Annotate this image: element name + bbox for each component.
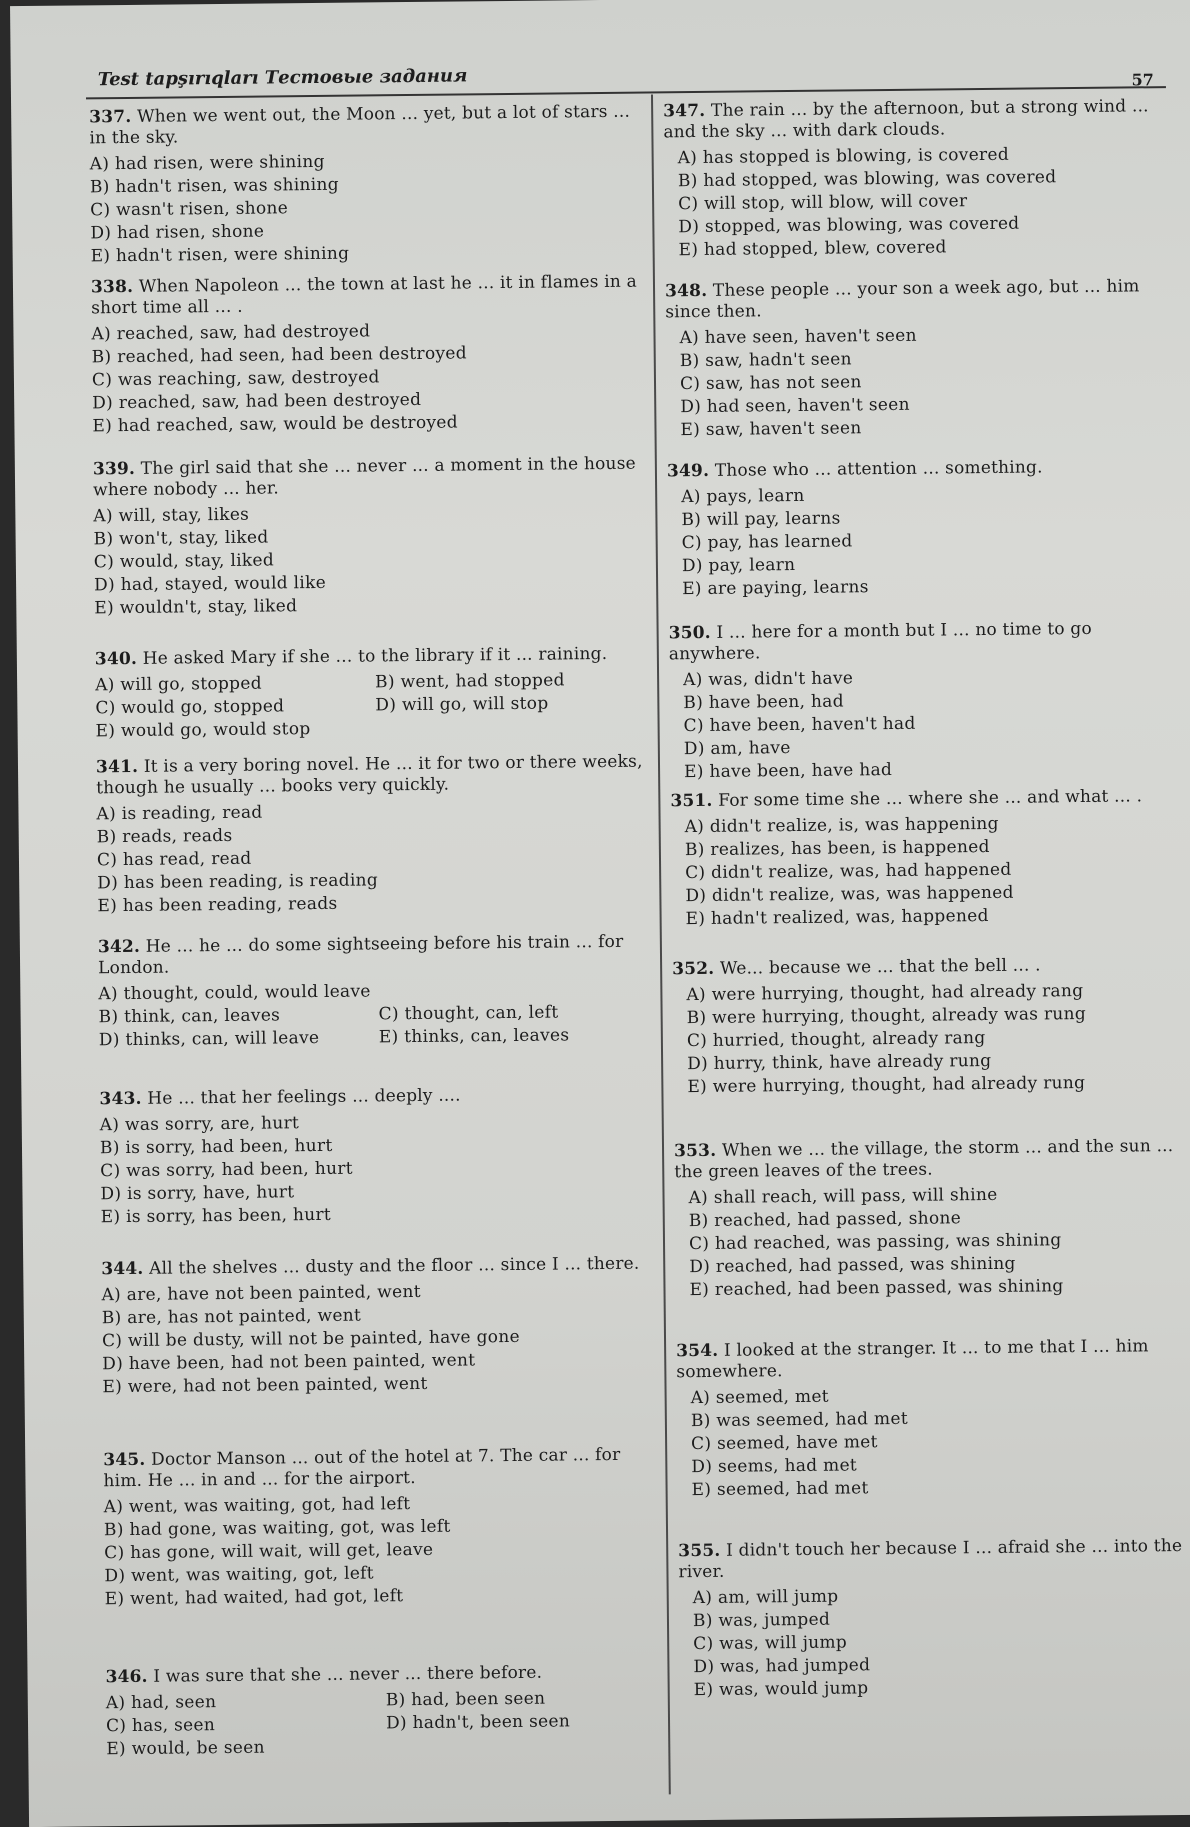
- option-e[interactable]: E) went, had waited, had got, left: [104, 1586, 404, 1610]
- option-b[interactable]: B) reads, reads: [96, 825, 233, 848]
- option-e[interactable]: E) wouldn't, stay, liked: [94, 596, 298, 619]
- question-stem: These people ... your son a week ago, but ... him since then.: [665, 276, 1140, 323]
- question-stem: He ... he ... do some sightseeing before his train ... for London.: [98, 931, 624, 979]
- option-e[interactable]: E) would go, would stop: [95, 719, 311, 742]
- option-e[interactable]: E) has been reading, reads: [97, 893, 338, 917]
- question-353: [674, 1136, 1190, 1302]
- option-c[interactable]: C) saw, has not seen: [679, 372, 862, 395]
- answer-options-grid: [99, 1001, 649, 1053]
- question-stem: I didn't touch her because I ... afraid she ... into the river.: [678, 1535, 1183, 1583]
- question-stem: It is a very boring novel. He ... it for two or there weeks, though he usually ... books very quickly.: [96, 751, 643, 799]
- option-a[interactable]: A) will go, stopped: [95, 673, 262, 696]
- answer-options: [667, 481, 1188, 601]
- question-stem: Those who ... attention ... something.: [714, 457, 1043, 481]
- question-stem: He asked Mary if she ... to the library if it ... raining.: [142, 643, 608, 669]
- question-number: 343.: [99, 1088, 142, 1110]
- option-b[interactable]: B) reached, had seen, had been destroyed: [91, 343, 467, 368]
- option-e[interactable]: E) was, would jump: [693, 1678, 869, 1701]
- option-c[interactable]: C) will stop, will blow, will cover: [678, 191, 968, 215]
- option-c[interactable]: C) thought, can, left: [378, 1002, 559, 1025]
- option-b[interactable]: B) was, jumped: [692, 1609, 831, 1632]
- answer-options: [100, 1109, 651, 1230]
- option-a[interactable]: A) were hurrying, thought, had already rang: [686, 980, 1084, 1006]
- option-a[interactable]: A) had, seen: [105, 1692, 217, 1714]
- section-title: Test tapşırıqları Тестовые задания: [97, 65, 468, 91]
- question-351: [670, 786, 1190, 931]
- option-c[interactable]: C) have been, haven't had: [683, 713, 916, 737]
- option-e[interactable]: E) thinks, can, leaves: [378, 1025, 570, 1048]
- option-d[interactable]: D) stopped, was blowing, was covered: [678, 213, 1020, 238]
- option-c[interactable]: C) would go, stopped: [95, 696, 285, 719]
- answer-options: [664, 142, 1185, 262]
- option-b[interactable]: B) saw, hadn't seen: [679, 349, 852, 372]
- option-e[interactable]: E) have been, have had: [683, 759, 893, 783]
- option-c[interactable]: C) seemed, have met: [691, 1432, 878, 1455]
- option-b[interactable]: B) had, been seen: [385, 1688, 546, 1711]
- option-a[interactable]: A) didn't realize, is, was happening: [684, 813, 999, 838]
- question-number: 348.: [664, 280, 708, 302]
- option-a[interactable]: A) reached, saw, had destroyed: [91, 321, 371, 345]
- option-c[interactable]: C) has read, read: [96, 848, 252, 871]
- answer-options: [90, 148, 641, 269]
- option-a[interactable]: A) seemed, met: [690, 1386, 829, 1409]
- question-stem: I was sure that she ... never ... there before.: [153, 1662, 543, 1687]
- option-c[interactable]: C) was reaching, saw, destroyed: [91, 367, 380, 391]
- option-a[interactable]: A) will, stay, likes: [93, 504, 250, 527]
- option-d[interactable]: D) thinks, can, will leave: [98, 1027, 320, 1051]
- question-number: 344.: [101, 1258, 144, 1280]
- question-341: [96, 752, 648, 919]
- option-c[interactable]: C) was, will jump: [693, 1632, 848, 1655]
- question-stem: I looked at the stranger. It ... to me that I ... him somewhere.: [676, 1336, 1149, 1383]
- option-d[interactable]: D) hurry, think, have already rung: [687, 1050, 992, 1075]
- question-stem: He ... that her feelings ... deeply ....: [147, 1085, 461, 1109]
- question-number: 338.: [90, 276, 134, 298]
- question-stem: All the shelves ... dusty and the floor ... since I ... there.: [148, 1253, 640, 1279]
- option-a[interactable]: A) is reading, read: [96, 802, 263, 825]
- question-number: 339.: [92, 458, 136, 480]
- option-c[interactable]: C) hurried, thought, already rang: [686, 1028, 986, 1052]
- option-d[interactable]: D) didn't realize, was, was happened: [685, 882, 1014, 907]
- option-d[interactable]: D) is sorry, have, hurt: [100, 1182, 295, 1205]
- question-338: [91, 272, 643, 439]
- option-b[interactable]: B) reached, had passed, shone: [688, 1208, 962, 1232]
- answer-options: [91, 318, 642, 439]
- answer-options: [671, 811, 1190, 931]
- answer-options: [95, 669, 646, 744]
- page-number: 57: [1131, 70, 1154, 90]
- question-337: [89, 102, 641, 269]
- option-b[interactable]: B) have been, had: [683, 691, 844, 714]
- question-number: 352.: [672, 958, 715, 980]
- option-e[interactable]: E) were, had not been painted, went: [102, 1373, 428, 1398]
- option-d[interactable]: D) have been, had not been painted, went: [102, 1350, 476, 1375]
- option-d[interactable]: D) reached, had passed, was shining: [689, 1253, 1016, 1278]
- option-d[interactable]: D) had seen, haven't seen: [680, 394, 910, 418]
- option-e[interactable]: E) is sorry, has been, hurt: [100, 1204, 332, 1228]
- option-a[interactable]: A) had risen, were shining: [89, 151, 325, 175]
- option-c[interactable]: C) had reached, was passing, was shining: [688, 1230, 1062, 1255]
- question-352: [672, 954, 1190, 1099]
- option-a[interactable]: A) went, was waiting, got, had left: [103, 1494, 411, 1518]
- question-number: 349.: [666, 460, 710, 482]
- option-e[interactable]: E) hadn't risen, were shining: [90, 243, 350, 267]
- option-d[interactable]: D) had, stayed, would like: [93, 572, 327, 596]
- option-b[interactable]: B) had stopped, was blowing, was covered: [677, 167, 1057, 192]
- option-d[interactable]: D) will go, will stop: [375, 693, 549, 716]
- option-c[interactable]: C) will be dusty, will not be painted, have gone: [101, 1326, 521, 1352]
- answer-options: [101, 1279, 652, 1400]
- question-348: [665, 276, 1187, 442]
- right-column: [663, 96, 1183, 1701]
- book-page: [10, 0, 1190, 1827]
- option-d[interactable]: D) had risen, shone: [90, 221, 265, 244]
- question-339: [93, 454, 645, 621]
- option-b[interactable]: B) think, can, leaves: [98, 1005, 281, 1028]
- question-number: 341.: [95, 756, 139, 778]
- option-d[interactable]: D) am, have: [683, 738, 791, 760]
- option-c[interactable]: C) was sorry, had been, hurt: [100, 1158, 353, 1182]
- option-a[interactable]: A) has stopped is blowing, is covered: [677, 144, 1010, 169]
- option-b[interactable]: B) realizes, has been, is happened: [684, 836, 990, 861]
- question-343: [99, 1084, 650, 1230]
- question-number: 340.: [94, 648, 138, 670]
- option-c[interactable]: C) would, stay, liked: [93, 550, 275, 573]
- option-a[interactable]: A) have seen, haven't seen: [679, 325, 917, 349]
- option-a[interactable]: A) was, didn't have: [683, 668, 854, 691]
- question-number: 342.: [97, 936, 141, 958]
- option-d[interactable]: D) hadn't, been seen: [385, 1711, 571, 1734]
- question-350: [669, 618, 1190, 784]
- question-354: [676, 1336, 1190, 1502]
- question-number: 354.: [676, 1340, 719, 1362]
- question-stem: I ... here for a month but I ... no time to go anywhere.: [668, 618, 1092, 665]
- question-345: [103, 1445, 655, 1612]
- option-d[interactable]: D) has been reading, is reading: [97, 870, 379, 894]
- question-number: 347.: [663, 100, 706, 122]
- answer-options: [665, 322, 1186, 442]
- question-stem: The rain ... by the afternoon, but a strong wind ... and the sky ... with dark clouds.: [663, 96, 1149, 143]
- question-stem: For some time she ... where she ... and what ... .: [718, 786, 1143, 811]
- option-e[interactable]: E) reached, had been passed, was shining: [689, 1276, 1064, 1301]
- question-number: 345.: [103, 1449, 146, 1471]
- option-b[interactable]: B) went, had stopped: [375, 670, 565, 693]
- option-c[interactable]: C) didn't realize, was, had happened: [685, 859, 1012, 884]
- answer-options: [96, 798, 647, 919]
- question-number: 351.: [670, 790, 713, 812]
- question-340: [95, 644, 646, 744]
- page-header: [86, 56, 1166, 99]
- option-a[interactable]: A) shall reach, will pass, will shine: [688, 1184, 998, 1209]
- answer-options: [93, 500, 644, 621]
- question-346: [105, 1662, 656, 1762]
- question-349: [667, 456, 1188, 601]
- question-342: [98, 932, 649, 1053]
- question-stem: When we went out, the Moon ... yet, but a lot of stars ... in the sky.: [89, 101, 631, 149]
- option-c[interactable]: C) has, seen: [105, 1715, 216, 1737]
- answer-options: [104, 1491, 655, 1612]
- option-e[interactable]: E) had stopped, blew, covered: [678, 237, 947, 261]
- answer-options: [677, 1382, 1190, 1502]
- answer-options: [674, 1182, 1190, 1302]
- option-b[interactable]: B) had gone, was waiting, got, was left: [103, 1516, 451, 1541]
- question-number: 355.: [678, 1540, 721, 1562]
- answer-options: [106, 1687, 657, 1762]
- option-e[interactable]: E) are paying, learns: [682, 577, 869, 600]
- option-e[interactable]: E) had reached, saw, would be destroyed: [92, 412, 459, 437]
- option-c[interactable]: C) pay, has learned: [681, 531, 853, 554]
- option-b[interactable]: B) won't, stay, liked: [93, 527, 269, 550]
- question-347: [663, 96, 1185, 262]
- option-a[interactable]: A) am, will jump: [692, 1586, 839, 1609]
- question-number: 350.: [668, 622, 711, 644]
- option-c[interactable]: C) wasn't risen, shone: [90, 198, 289, 221]
- question-stem: Doctor Manson ... out of the hotel at 7. The car ... for him. He ... in and ... for the airport.: [103, 1444, 621, 1492]
- option-e[interactable]: E) saw, haven't seen: [680, 418, 862, 441]
- question-stem: The girl said that she ... never ... a moment in the house where nobody ... her.: [93, 453, 636, 501]
- option-b[interactable]: B) was seemed, had met: [690, 1408, 909, 1432]
- option-a[interactable]: A) thought, could, would leave: [98, 981, 371, 1005]
- option-e[interactable]: E) hadn't realized, was, happened: [685, 905, 989, 930]
- answer-options: [672, 979, 1190, 1099]
- option-b[interactable]: B) were hurrying, thought, already was rung: [686, 1003, 1087, 1029]
- question-stem: When Napoleon ... the town at last he ... it in flames in a short time all ... .: [91, 271, 638, 319]
- option-a[interactable]: A) pays, learn: [681, 485, 805, 508]
- question-stem: We... because we ... that the bell ... .: [719, 955, 1041, 979]
- option-d[interactable]: D) pay, learn: [681, 554, 796, 577]
- option-d[interactable]: D) was, had jumped: [693, 1655, 871, 1678]
- question-number: 353.: [673, 1140, 717, 1162]
- question-344: [101, 1254, 652, 1400]
- option-b[interactable]: B) is sorry, had been, hurt: [99, 1135, 333, 1159]
- question-stem: When we ... the village, the storm ... and the sun ... the green leaves of the trees.: [674, 1136, 1174, 1183]
- option-b[interactable]: B) will pay, learns: [681, 508, 841, 531]
- question-355: [678, 1536, 1190, 1702]
- option-a[interactable]: A) was sorry, are, hurt: [99, 1113, 300, 1136]
- option-d[interactable]: D) reached, saw, had been destroyed: [92, 389, 422, 414]
- left-column: [89, 101, 643, 1760]
- option-e[interactable]: E) seemed, had met: [691, 1478, 869, 1501]
- option-d[interactable]: D) went, was waiting, got, left: [104, 1563, 374, 1587]
- option-e[interactable]: E) would, be seen: [106, 1737, 265, 1760]
- option-d[interactable]: D) seems, had met: [691, 1455, 858, 1478]
- option-a[interactable]: A) are, have not been painted, went: [101, 1281, 421, 1306]
- answer-options: [679, 1582, 1190, 1702]
- question-number: 346.: [105, 1666, 148, 1688]
- answer-options: [669, 664, 1190, 784]
- option-b[interactable]: B) are, has not painted, went: [101, 1305, 362, 1329]
- option-e[interactable]: E) were hurrying, thought, had already rung: [687, 1072, 1086, 1098]
- option-b[interactable]: B) hadn't risen, was shining: [89, 174, 340, 198]
- option-c[interactable]: C) has gone, will wait, will get, leave: [104, 1539, 434, 1564]
- question-number: 337.: [89, 106, 132, 128]
